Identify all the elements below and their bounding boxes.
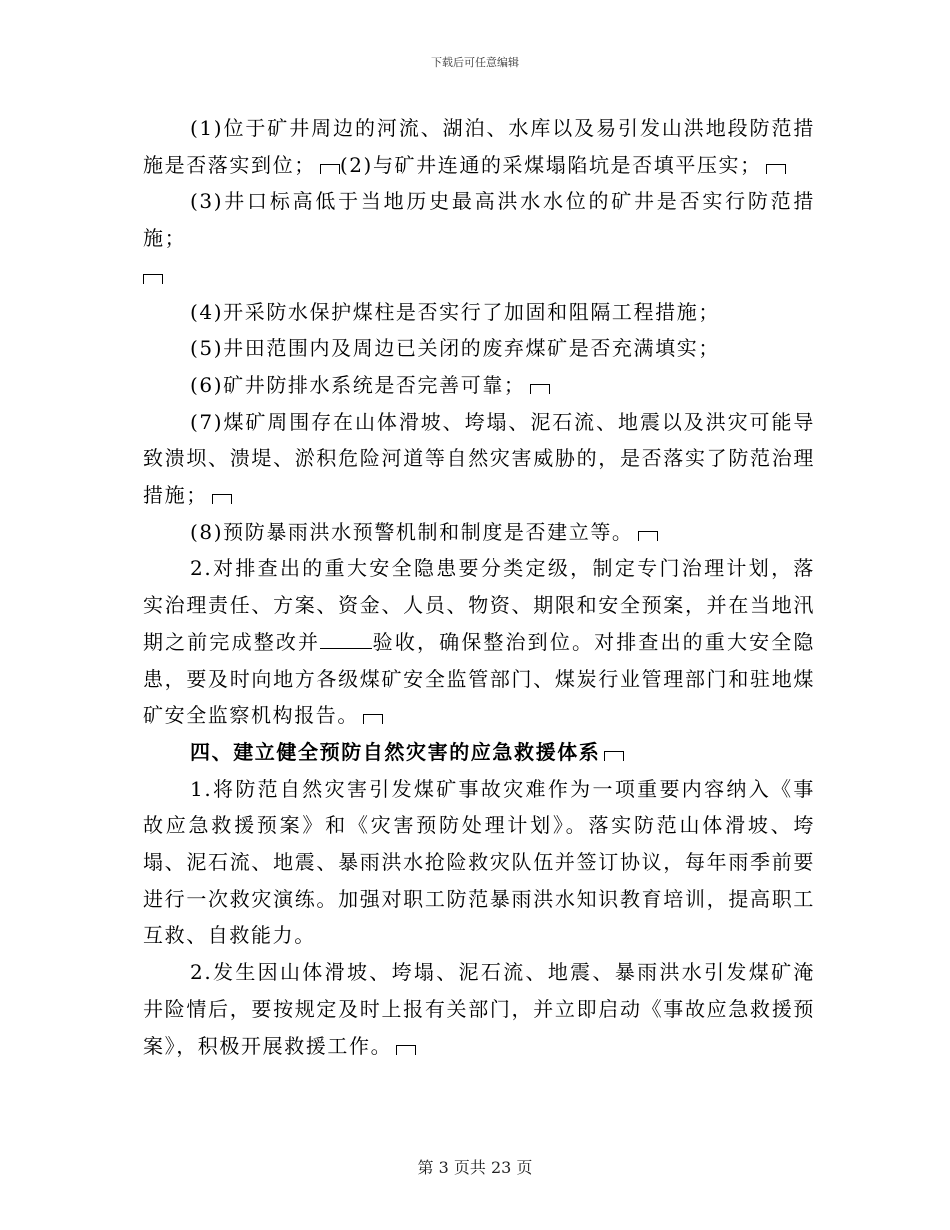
paragraph-10 (143, 954, 815, 1064)
paragraph-mark (530, 384, 550, 394)
document-body (143, 110, 815, 1064)
paragraph-mark (604, 751, 624, 761)
paragraph-6 (143, 404, 815, 514)
paragraph-9 (143, 771, 815, 955)
paragraph-5 (143, 367, 815, 404)
paragraph-4 (143, 330, 815, 367)
paragraph-2 (143, 183, 815, 293)
paragraph-10-text: 2.发生因山体滑坡、垮塌、泥石流、地震、暴雨洪水引发煤矿淹井险情后，要按规定及时上报有关部门，并立即启动《事故应急救援预案》，积极开展救援工作。 (143, 960, 815, 1058)
paragraph-mark (212, 494, 232, 504)
page-header: 下载后可任意编辑 (431, 56, 519, 69)
paragraph-9-text: 1.将防范自然灾害引发煤矿事故灾难作为一项重要内容纳入《事故应急救援预案》和《灾害预防处理计划》。落实防范山体滑坡、垮塌、泥石流、地震、暴雨洪水抢险救灾队伍并签订协议，每年雨季前要进行一次救灾演练。加强对职工防范暴雨洪水知识教育培训，提高职工互救、自救能力。 (143, 776, 815, 948)
paragraph-8 (143, 550, 815, 734)
paragraph-mark (396, 1045, 416, 1055)
paragraph-mark (320, 164, 340, 174)
section-heading-text: 四、建立健全预防自然灾害的应急救援体系 (190, 739, 601, 764)
fill-in-blank (320, 632, 372, 649)
paragraph-1-text-b: (2)与矿井连通的采煤塌陷坑是否填平压实； (339, 152, 762, 177)
paragraph-8-text-b: 验收，确保整治到位。对排查出的重大安全隐患，要及时向地方各级煤矿安全监管部门、煤炭行业管理部门和驻地煤矿安全监察机构报告。 (143, 629, 815, 728)
paragraph-1 (143, 110, 815, 183)
paragraph-3 (143, 294, 815, 331)
paragraph-4-text: (5)井田范围内及周边已关闭的废弃煤矿是否充满填实； (190, 336, 720, 361)
paragraph-2-text: (3)井口标高低于当地历史最高洪水水位的矿井是否实行防范措施； (143, 189, 815, 251)
paragraph-mark (638, 531, 658, 541)
section-heading (143, 734, 815, 771)
paragraph-1-text-a: (1)位于矿井周边的河流、湖泊、水库以及易引发山洪地段防范措施是否落实到位； (143, 116, 815, 177)
paragraph-3-text: (4)开采防水保护煤柱是否实行了加固和阻隔工程措施； (190, 299, 720, 324)
page-footer: 第 3 页共 23 页 (417, 1158, 533, 1177)
paragraph-mark (766, 164, 786, 174)
paragraph-6-text: (7)煤矿周围存在山体滑坡、垮塌、泥石流、地震以及洪灾可能导致溃坝、溃堤、淤积危险河道等自然灾害威胁的，是否落实了防范治理措施； (143, 409, 815, 508)
paragraph-mark (143, 274, 163, 284)
paragraph-7-text: (8)预防暴雨洪水预警机制和制度是否建立等。 (190, 519, 634, 544)
paragraph-5-text: (6)矿井防排水系统是否完善可靠； (190, 372, 526, 397)
paragraph-8-text-a: 2.对排查出的重大安全隐患要分类定级，制定专门治理计划，落实治理责任、方案、资金、人员、物资、期限和安全预案，并在当地汛期之前完成整改并 (143, 556, 815, 654)
paragraph-mark (363, 714, 383, 724)
paragraph-7 (143, 514, 815, 551)
